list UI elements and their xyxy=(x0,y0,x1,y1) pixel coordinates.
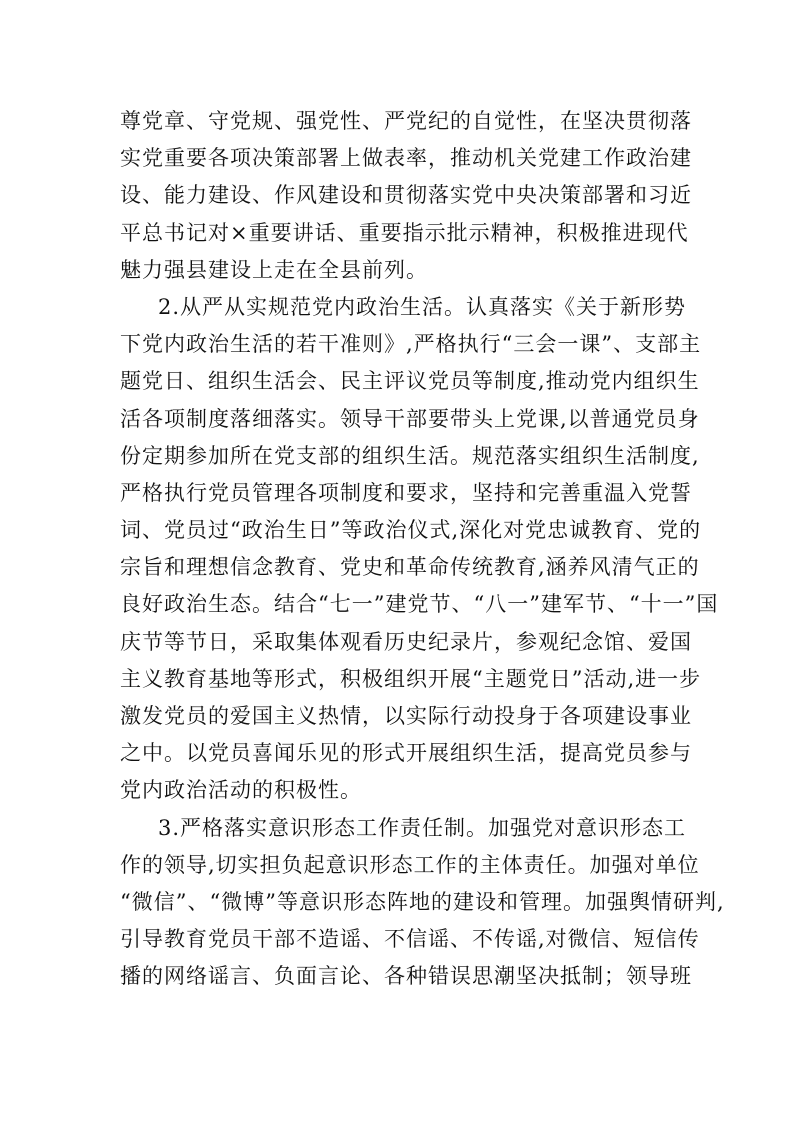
text-line: 设、能力建设、作风建设和贯彻落实党中央决策部署和习近 xyxy=(120,183,692,208)
text-line: 题党日、组织生活会、民主评议党员等制度,推动党内组织生 xyxy=(120,369,700,394)
text-line: 词、党员过“政治生日”等政治仪式,深化对党忠诚教育、党的 xyxy=(120,518,702,543)
text-line: 实党重要各项决策部署上做表率，推动机关党建工作政治建 xyxy=(120,146,692,171)
text-line: 庆节等节日，采取集体观看历史纪录片，参观纪念馆、爱国 xyxy=(120,629,692,654)
text-line: 尊党章、守党规、强党性、严党纪的自觉性，在坚决贯彻落 xyxy=(120,109,692,133)
paragraph xyxy=(120,289,719,810)
text-line: 魅力强县建设上走在全县前列。 xyxy=(120,257,428,282)
text-line: 播的网络谣言、负面言论、各种错误思潮坚决抵制；领导班 xyxy=(120,964,692,989)
text-line: 之中。以党员喜闻乐见的形式开展组织生活，提高党员参与 xyxy=(120,741,692,766)
text-line: “微信”、“微博”等意识形态阵地的建设和管理。加强舆情研判, xyxy=(120,889,725,914)
text-line: 激发党员的爱国主义热情，以实际行动投身于各项建设事业 xyxy=(120,704,692,728)
text-line: 活各项制度落细落实。领导干部要带头上党课,以普通党员身 xyxy=(120,406,700,431)
paragraph xyxy=(120,103,692,289)
text-line: 2.从严从实规范党内政治生活。认真落实《关于新形势 xyxy=(158,294,687,319)
text-line: 下党内政治生活的若干准则》,严格执行“三会一课”、支部主 xyxy=(120,332,702,357)
document-page xyxy=(120,103,725,996)
text-line: 严格执行党员管理各项制度和要求，坚持和完善重温入党誓 xyxy=(120,480,692,505)
text-line: 主义教育基地等形式，积极组织开展“主题党日”活动,进一步 xyxy=(120,666,702,691)
text-line: 宗旨和理想信念教育、党史和革命传统教育,涵养风清气正的 xyxy=(120,555,700,580)
text-line: 作的领导,切实担负起意识形态工作的主体责任。加强对单位 xyxy=(120,852,700,877)
text-line: 份定期参加所在党支部的组织生活。规范落实组织生活制度, xyxy=(120,443,700,468)
text-line: 党内政治活动的积极性。 xyxy=(120,778,362,803)
paragraph xyxy=(120,810,725,996)
text-line: 平总书记对×重要讲话、重要指示批示精神，积极推进现代 xyxy=(120,220,689,245)
text-line: 良好政治生态。结合“七一”建党节、“八一”建军节、“十一”国 xyxy=(120,592,719,617)
text-line: 3.严格落实意识形态工作责任制。加强党对意识形态工 xyxy=(158,815,687,840)
text-line: 引导教育党员干部不造谣、不信谣、不传谣,对微信、短信传 xyxy=(120,927,700,952)
